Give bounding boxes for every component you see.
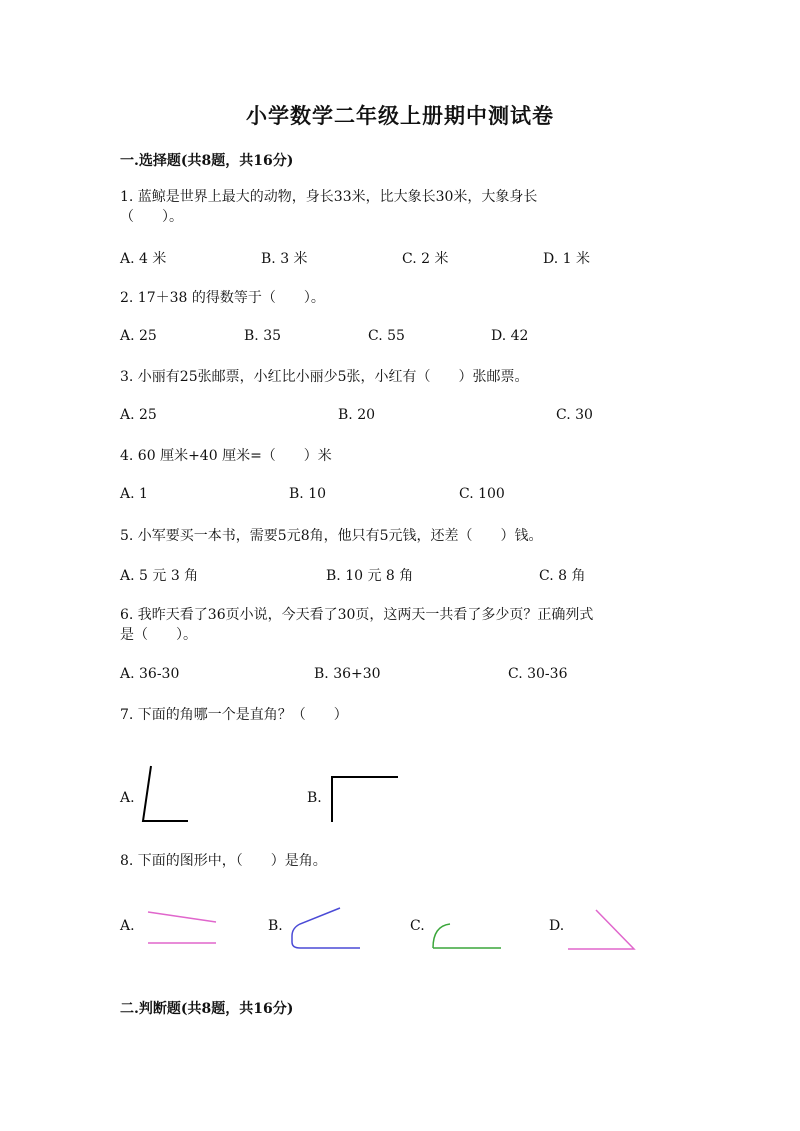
question-4: 4. 60 厘米+40 厘米=（ ）米 [120,448,332,464]
q8-option-a[interactable]: A. [120,918,135,934]
q3-option-c[interactable]: C. 30 [556,407,593,423]
q1-option-c[interactable]: C. 2 米 [402,251,449,267]
q6-option-a[interactable]: A. 36-30 [120,666,180,682]
q8-figure-a-top-line [148,912,216,922]
q7-angle-b-figure [328,772,402,828]
question-6-line-2: 是（ ）。 [120,627,197,643]
q8-option-c[interactable]: C. [410,918,425,934]
q4-option-a[interactable]: A. 1 [120,486,148,502]
question-2: 2. 17＋38 的得数等于（ ）。 [120,290,325,306]
page-title: 小学数学二年级上册期中测试卷 [246,103,554,128]
q2-option-c[interactable]: C. 55 [368,328,405,344]
q8-figure-c [428,918,506,952]
q5-option-a[interactable]: A. 5 元 3 角 [120,568,199,584]
q1-option-d[interactable]: D. 1 米 [543,251,590,267]
q2-option-a[interactable]: A. 25 [120,328,157,344]
question-8: 8. 下面的图形中，（ ）是角。 [120,853,327,869]
question-6-line-1: 6. 我昨天看了36页小说，今天看了30页，这两天一共看了多少页？正确列式 [120,607,594,623]
q4-option-c[interactable]: C. 100 [459,486,505,502]
question-1-line-2: （ ）。 [120,209,183,225]
question-5: 5. 小军要买一本书，需要5元8角，他只有5元钱，还差（ ）钱。 [120,528,543,544]
q6-option-b[interactable]: B. 36+30 [314,666,381,682]
q7-option-b[interactable]: B. [307,790,322,806]
q7-option-a[interactable]: A. [120,790,135,806]
section-heading-choice: 一.选择题(共8题，共16分) [120,153,294,169]
q3-option-b[interactable]: B. 20 [338,407,376,423]
question-1-line-1: 1. 蓝鲸是世界上最大的动物，身长33米，比大象长30米，大象身长 [120,189,538,205]
q5-option-c[interactable]: C. 8 角 [539,568,586,584]
q3-option-a[interactable]: A. 25 [120,407,157,423]
q8-figure-c-arc [433,924,450,948]
q8-figure-d [564,906,640,954]
q8-figure-a [144,908,222,950]
q8-figure-b-curve [292,908,360,948]
q8-figure-b [288,904,366,954]
q5-option-b[interactable]: B. 10 元 8 角 [326,568,414,584]
question-3: 3. 小丽有25张邮票，小红比小丽少5张，小红有（ ）张邮票。 [120,369,529,385]
q1-option-a[interactable]: A. 4 米 [120,251,167,267]
q4-option-b[interactable]: B. 10 [289,486,327,502]
q1-option-b[interactable]: B. 3 米 [261,251,308,267]
q2-option-d[interactable]: D. 42 [491,328,529,344]
section-heading-judgement: 二.判断题(共8题，共16分) [120,1001,294,1017]
q7-angle-a-lines [143,766,188,821]
q8-option-d[interactable]: D. [549,918,565,934]
q2-option-b[interactable]: B. 35 [244,328,282,344]
question-7: 7. 下面的角哪一个是直角？（ ） [120,707,348,723]
q6-option-c[interactable]: C. 30-36 [508,666,568,682]
q8-option-b[interactable]: B. [268,918,283,934]
q7-angle-a-figure [138,762,194,826]
q8-figure-d-lines [568,910,634,949]
q7-angle-b-lines [332,777,398,822]
